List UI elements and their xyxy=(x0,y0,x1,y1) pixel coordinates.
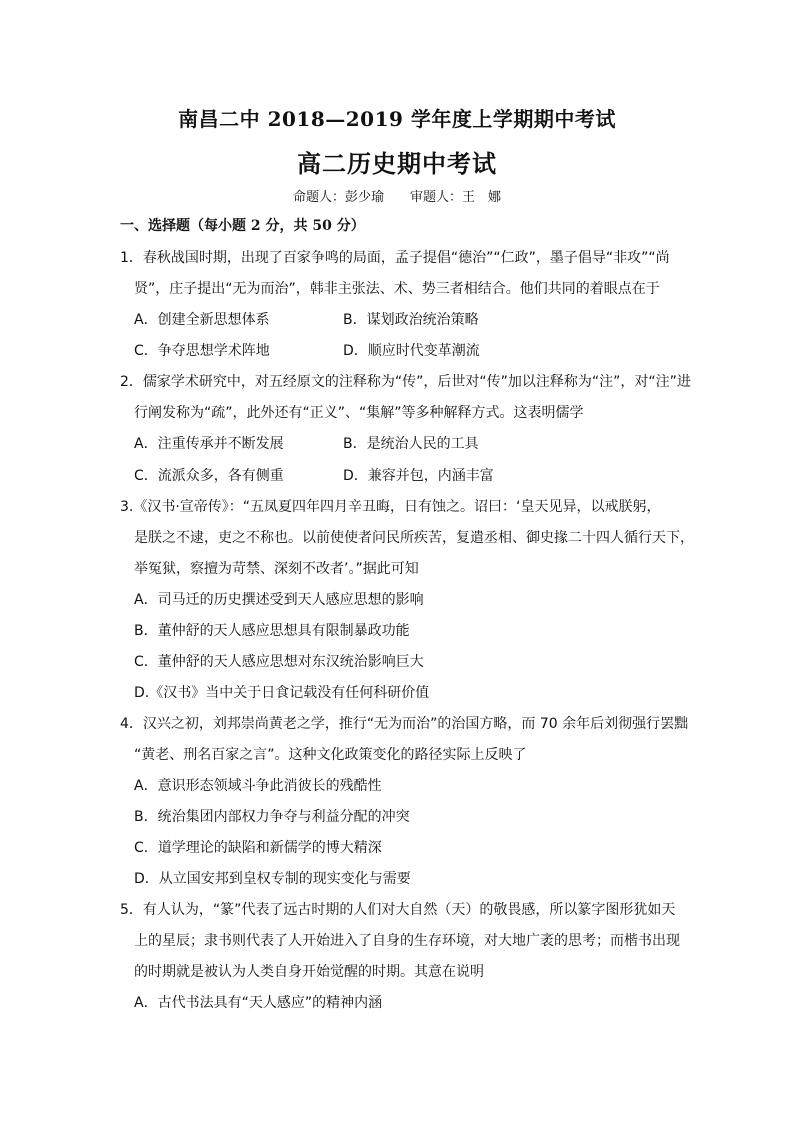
question-4-line-1: 4．汉兴之初，刘邦崇尚黄老之学，推行“无为而治”的治国方略，而 70 余年后刘彻强行罢黜 xyxy=(120,716,689,732)
question-3-line-3: 举冤狱，察擅为苛禁、深刻不改者’。”据此可知 xyxy=(134,561,419,577)
question-4-line-2: “黄老、刑名百家之言”。这种文化政策变化的路径实际上反映了 xyxy=(134,747,527,763)
question-1-option-a: A．创建全新思想体系 xyxy=(134,312,270,328)
question-3-option-c: C．董仲舒的天人感应思想对东汉统治影响巨大 xyxy=(134,654,424,670)
question-1-option-b: B．谋划政治统治策略 xyxy=(343,312,479,328)
question-5-line-2: 上的星辰；隶书则代表了人开始进入了自身的生存环境，对大地广袤的思考；而楷书出现 xyxy=(134,933,680,949)
question-3-line-1: 3.《汉书·宣帝传》：“五凤夏四年四月辛丑晦，日有蚀之。诏曰：‘皇天见异，以戒朕躬， xyxy=(120,499,661,515)
question-5-line-3: 的时期就是被认为人类自身开始觉醒的时期。其意在说明 xyxy=(134,964,484,980)
exam-subtitle: 高二历史期中考试 xyxy=(297,149,497,178)
section-heading: 一、选择题（每小题 2 分，共 50 分） xyxy=(120,218,365,234)
question-4-option-d: D．从立国安邦到皇权专制的现实变化与需要 xyxy=(134,871,411,887)
author-line xyxy=(0,186,794,205)
question-2-option-b: B．是统治人民的工具 xyxy=(343,436,479,452)
question-4-option-a: A．意识形态领域斗争此消彼长的残酷性 xyxy=(134,778,382,794)
reviewer: 审题人：王 娜 xyxy=(410,190,502,205)
exam-title: 南昌二中 2018—2019 学年度上学期期中考试 xyxy=(178,107,616,131)
question-2-line-2: 行阐发称为“疏”，此外还有“正义”、“集解”等多种解释方式。这表明儒学 xyxy=(134,405,584,421)
question-2-option-d: D．兼容并包，内涵丰富 xyxy=(343,468,494,484)
question-4-option-c: C．道学理论的缺陷和新儒学的博大精深 xyxy=(134,840,382,856)
question-2-option-c: C．流派众多，各有侧重 xyxy=(134,468,284,484)
question-1-option-d: D．顺应时代变革潮流 xyxy=(343,343,480,359)
question-3-option-b: B．董仲舒的天人感应思想具有限制暴政功能 xyxy=(134,623,410,639)
question-4-option-b: B．统治集团内部权力争夺与利益分配的冲突 xyxy=(134,809,410,825)
author: 命题人：彭少瑜 xyxy=(292,190,384,205)
question-1-line-1: 1．春秋战国时期，出现了百家争鸣的局面，孟子提倡“德治”“仁政”，墨子倡导“非攻”“尚 xyxy=(120,250,670,266)
question-1-line-2: 贤”，庄子提出“无为而治”，韩非主张法、术、势三者相结合。他们共同的着眼点在于 xyxy=(134,281,660,297)
question-5-option-a: A．古代书法具有“天人感应”的精神内涵 xyxy=(134,995,383,1011)
question-5-line-1: 5．有人认为，“篆”代表了远古时期的人们对大自然（天）的敬畏感，所以篆字图形犹如天 xyxy=(120,902,676,918)
question-3-option-a: A．司马迁的历史撰述受到天人感应思想的影响 xyxy=(134,592,424,608)
question-3-option-d: D.《汉书》当中关于日食记载没有任何科研价值 xyxy=(134,685,430,701)
question-3-line-2: 是朕之不逮，吏之不称也。以前使使者问民所疾苦，复遣丞相、御史掾二十四人循行天下， xyxy=(134,530,694,546)
question-1-option-c: C．争夺思想学术阵地 xyxy=(134,343,270,359)
question-2-line-1: 2．儒家学术研究中，对五经原文的注释称为“传”，后世对“传”加以注释称为“注”，对“注”进 xyxy=(120,374,691,390)
question-2-option-a: A．注重传承并不断发展 xyxy=(134,436,284,452)
